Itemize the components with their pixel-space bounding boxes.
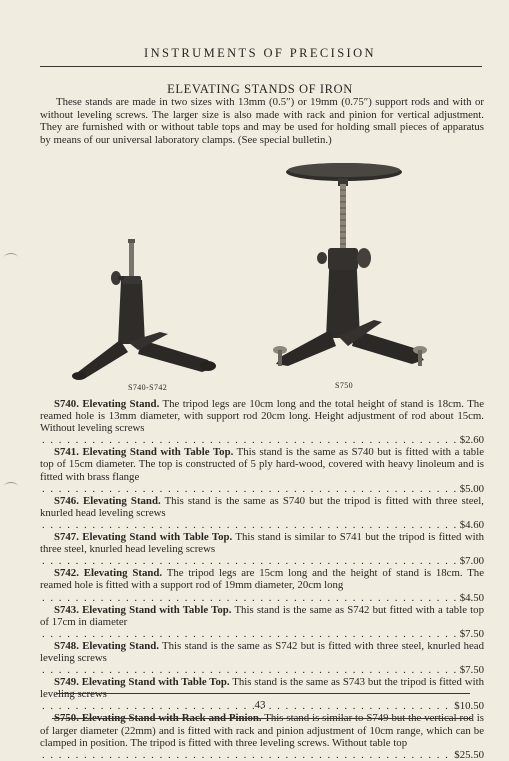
catalog-entry xyxy=(40,398,484,446)
item-description: This stand is similar to S741 but the tripod is fitted with three steel, knurled head leveling screws xyxy=(40,531,484,556)
item-price: $4.60 xyxy=(459,518,484,531)
running-title: INSTRUMENTS OF PRECISION xyxy=(144,46,376,60)
item-code: S741. xyxy=(54,446,79,459)
item-code: S747. xyxy=(54,531,79,544)
item-price: $4.50 xyxy=(459,591,484,604)
catalog-entry xyxy=(40,604,484,640)
item-price: $7.50 xyxy=(459,664,484,677)
item-name: Elevating Stand with Table Top. xyxy=(81,676,230,689)
item-price: $7.00 xyxy=(459,555,484,568)
item-description: This stand is the same as S742 but fitted with a table top of 17cm in diameter xyxy=(40,603,484,628)
intro-paragraph: These stands are made in two sizes with 13mm (0.5″) or 19mm (0.75″) support rods and with or without leveling screws. The larger size is also made with rack and pinion for vertical adjustment. They are furnished with or without table tops and may be used for holding small pieces of apparatus by means of our universal laboratory clamps. (See special bulletin.) xyxy=(40,96,484,146)
item-price: $25.50 xyxy=(454,748,484,761)
item-description: This stand is the same as S740 but the tripod is fitted with three steel, knurled head leveling screws xyxy=(40,494,484,519)
item-code: S746. xyxy=(54,494,79,507)
item-name: Elevating Stand with Table Top. xyxy=(82,531,233,544)
item-name: Elevating Stand with Table Top. xyxy=(82,446,234,459)
page-number: 43 xyxy=(254,699,266,711)
catalog-entry xyxy=(40,712,484,760)
pinion-knob xyxy=(357,248,371,268)
figure-caption: S750 xyxy=(335,381,354,390)
section-title: ELEVATING STANDS OF IRON xyxy=(167,82,353,96)
item-name: Elevating Stand. xyxy=(83,567,163,580)
item-code: S740. xyxy=(54,398,79,410)
rack-pinion-stand-illustration xyxy=(264,160,440,382)
item-price: $10.50 xyxy=(454,700,484,713)
punch-hole-mark xyxy=(4,253,18,262)
item-description: This stand is the same as S742 but is fitted with three steel, knurled head leveling screws xyxy=(40,639,484,664)
item-price: $5.00 xyxy=(459,482,484,495)
item-description: This stand is similar to S749 but the vertical rod is of larger diameter (22mm) and is fitted with rack and pinion adjustment of 10cm range, which can be clamped in position. The tripod is fitted with three leveling screws. Without table top xyxy=(40,712,484,749)
item-name: Elevating Stand with Table Top. xyxy=(82,603,232,616)
item-name: Elevating Stand. xyxy=(83,494,161,507)
item-code: S743. xyxy=(54,603,79,616)
clamp-screw-knob xyxy=(317,252,327,264)
item-code: S742. xyxy=(54,567,79,580)
stand-column xyxy=(118,280,145,344)
header-rule xyxy=(40,66,482,67)
catalog-entry xyxy=(40,531,484,567)
item-price: $2.60 xyxy=(459,434,484,447)
item-code: S748. xyxy=(54,639,79,652)
item-name: Elevating Stand with Rack and Pinion. xyxy=(81,712,262,725)
item-code: S750. xyxy=(54,712,79,725)
footer-rule xyxy=(56,693,470,694)
item-code: S749. xyxy=(54,676,79,689)
catalog-entry xyxy=(40,640,484,676)
item-name: Elevating Stand. xyxy=(82,639,159,652)
item-price: $7.50 xyxy=(459,627,484,640)
item-description: The tripod legs are 15cm long and the height of stand is 18cm. The reamed hole is fitted with a support rod of 19mm diameter, 20cm long xyxy=(40,567,485,592)
figure-caption: S740-S742 xyxy=(128,383,168,392)
catalog-entry xyxy=(40,495,484,531)
item-description: The tripod legs are 10cm long and the total height of stand is 18cm. The reamed hole is 13mm diameter, with support rod 20cm long. Height adjustment of rod about 15cm. Without leveling screws xyxy=(40,398,484,435)
catalog-entry xyxy=(40,446,484,494)
item-name: Elevating Stand. xyxy=(82,398,160,410)
punch-hole-mark xyxy=(4,482,18,491)
footer-rule xyxy=(52,718,472,719)
catalog-entry xyxy=(40,567,484,603)
rack-rod xyxy=(340,184,346,252)
item-description: This stand is the same as S740 but is fitted with a table top of 15cm diameter. The top is constructed of 5 ply hard-wood, covered with heavy linoleum and is fitted with brass flange xyxy=(40,446,484,483)
pinion-housing xyxy=(328,248,358,270)
elevating-stand-illustration xyxy=(68,236,222,386)
item-description: This stand is the same as S743 but the tripod is fitted with leveling screws xyxy=(40,676,484,701)
